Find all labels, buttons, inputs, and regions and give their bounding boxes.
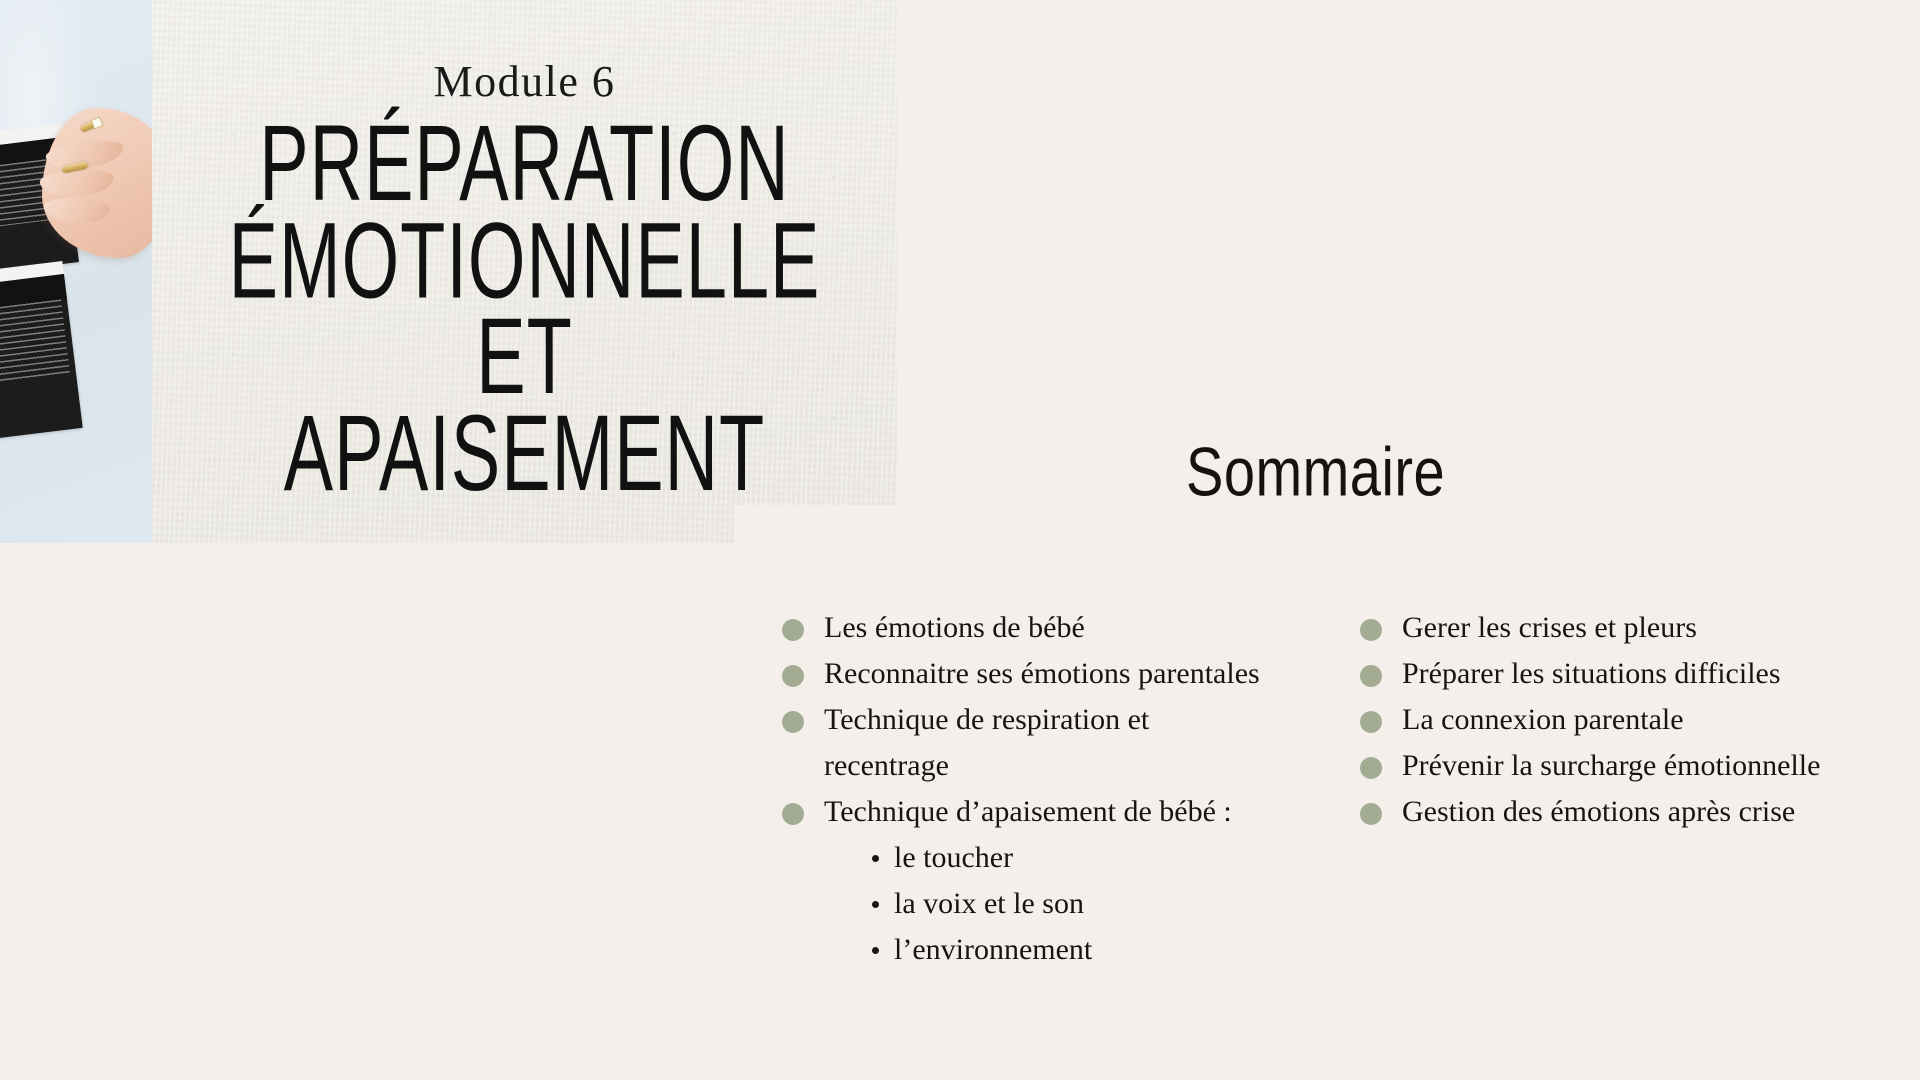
- list-item[interactable]: [780, 697, 1280, 789]
- list-item-label: Technique de respiration et recentrage: [824, 703, 1150, 782]
- page-title-line-4: APAISEMENT: [283, 392, 766, 513]
- list-item[interactable]: [1358, 743, 1828, 789]
- bullet-dot-icon: [782, 619, 804, 641]
- page-title: [152, 102, 897, 513]
- summary-columns: [780, 605, 1880, 973]
- sub-bullet-dot-icon: [872, 855, 879, 862]
- ultrasound-photo: [0, 0, 152, 543]
- list-item[interactable]: [1358, 789, 1828, 835]
- bullet-dot-icon: [1360, 803, 1382, 825]
- bullet-dot-icon: [1360, 619, 1382, 641]
- toc-sublist: [824, 835, 1280, 973]
- title-block: [152, 57, 897, 513]
- sub-list-item-label: le toucher: [894, 841, 1014, 874]
- list-item[interactable]: [1358, 697, 1828, 743]
- list-item[interactable]: [1358, 651, 1828, 697]
- list-item-label: La connexion parentale: [1402, 703, 1684, 736]
- sub-list-item-label: l’environnement: [894, 933, 1093, 966]
- list-item-label: Gestion des émotions après crise: [1402, 795, 1796, 828]
- list-item[interactable]: [780, 605, 1280, 651]
- bullet-dot-icon: [782, 711, 804, 733]
- bullet-dot-icon: [1360, 757, 1382, 779]
- list-item-label: Les émotions de bébé: [824, 611, 1085, 644]
- list-item[interactable]: [780, 651, 1280, 697]
- toc-list-left: [780, 605, 1280, 973]
- list-item-label: Gerer les crises et pleurs: [1402, 611, 1697, 644]
- page-title-line-1: PRÉPARATION: [259, 102, 790, 224]
- summary-left-column: [780, 605, 1280, 973]
- ultrasound-readout-text-bottom: [0, 299, 70, 385]
- list-item-label: Technique d’apaisement de bébé :: [824, 795, 1232, 828]
- list-item[interactable]: [780, 789, 1280, 973]
- summary-heading: Sommaire: [1186, 433, 1446, 511]
- bullet-dot-icon: [782, 803, 804, 825]
- summary-right-column: [1358, 605, 1828, 835]
- sub-list-item[interactable]: [872, 835, 1280, 881]
- bullet-dot-icon: [1360, 665, 1382, 687]
- sub-list-item-label: la voix et le son: [894, 887, 1084, 920]
- sub-bullet-dot-icon: [872, 901, 879, 908]
- list-item-label: Prévenir la surcharge émotionnelle: [1402, 749, 1821, 782]
- sub-list-item[interactable]: [872, 927, 1280, 973]
- module-label: Module 6: [433, 57, 616, 106]
- page-title-line-2: ÉMOTIONNELLE: [228, 199, 821, 320]
- finger-ring: [44, 197, 111, 224]
- list-item-label: Reconnaitre ses émotions parentales: [824, 657, 1260, 690]
- toc-list-right: [1358, 605, 1828, 835]
- sub-list-item[interactable]: [872, 881, 1280, 927]
- list-item[interactable]: [1358, 605, 1828, 651]
- finger-middle: [39, 167, 115, 198]
- list-item-label: Préparer les situations difficiles: [1402, 657, 1781, 690]
- sub-bullet-dot-icon: [872, 947, 879, 954]
- bullet-dot-icon: [1360, 711, 1382, 733]
- bullet-dot-icon: [782, 665, 804, 687]
- ultrasound-paper-edge-bottom: [0, 261, 64, 297]
- page-title-line-3: ET: [476, 296, 573, 417]
